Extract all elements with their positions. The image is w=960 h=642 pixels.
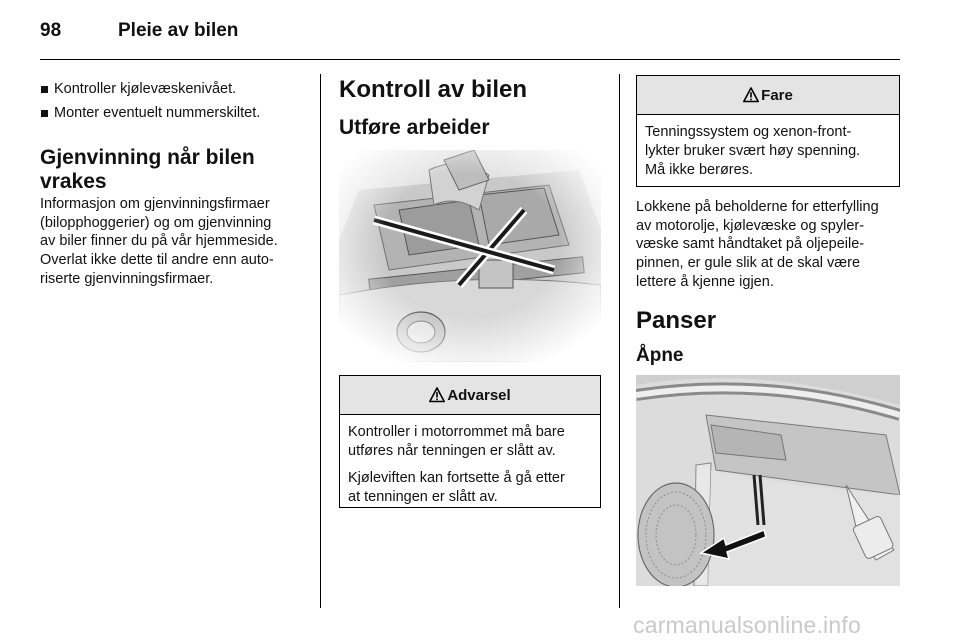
subheading-performing-work: Utføre arbeider <box>339 116 490 139</box>
column-divider-2 <box>619 74 620 608</box>
warning-paragraph-2: Kjøleviften kan fortsette å gå etter at tenningen er slått av. <box>348 470 565 505</box>
page-number: 98 <box>40 20 62 41</box>
column-divider-1 <box>320 74 321 608</box>
fluid-caps-text: Lokkene på beholderne for etterfylling av motorolje, kjølevæske og spyler- væske samt håndtaket på oljepeile- pinnen, er gule slik at de skal være lettere å kjenne igjen. <box>636 199 879 290</box>
column-3 <box>636 198 900 368</box>
danger-box-header: Fare <box>637 76 899 115</box>
page-title: Pleie av bilen <box>118 20 239 41</box>
engine-compartment-illustration <box>339 150 601 362</box>
danger-box-body: Tenningssystem og xenon-front- lykter bruker svært høy spenning. Må ikke berøres. <box>645 124 861 178</box>
warning-box-header: Advarsel <box>340 376 600 415</box>
section-heading-bonnet: Panser <box>636 306 717 334</box>
danger-box <box>636 75 900 187</box>
section-heading-recycling: Gjenvinning når bilen vrakes <box>40 146 255 193</box>
column-1 <box>40 74 304 289</box>
warning-triangle-icon <box>743 87 759 103</box>
list-item: Monter eventuelt nummerskiltet. <box>40 103 304 124</box>
bullet-square-icon <box>41 86 48 93</box>
section-heading-vehicle-check: Kontroll av bilen <box>339 76 528 103</box>
column-2 <box>339 74 601 140</box>
watermark: carmanualsonline.info <box>633 612 861 638</box>
warning-box-body <box>340 415 600 507</box>
list-item: Kontroller kjølevæskenivået. <box>40 79 304 100</box>
bullet-square-icon <box>41 110 48 117</box>
page-header <box>40 20 238 46</box>
recycling-text: Informasjon om gjenvinningsfirmaer (bilopphoggerier) og om gjenvinning av biler finner du på vår hjemmeside. Overlat ikke dette til andre enn auto- riserte gjenvinningsfirmaer. <box>40 196 278 287</box>
warning-triangle-icon <box>429 387 445 403</box>
header-rule <box>40 59 900 60</box>
warning-paragraph-1: Kontroller i motorrommet må bare utføres når tenningen er slått av. <box>348 424 565 459</box>
warning-box <box>339 375 601 508</box>
bonnet-release-illustration <box>636 375 900 586</box>
subheading-open: Åpne <box>636 344 684 366</box>
